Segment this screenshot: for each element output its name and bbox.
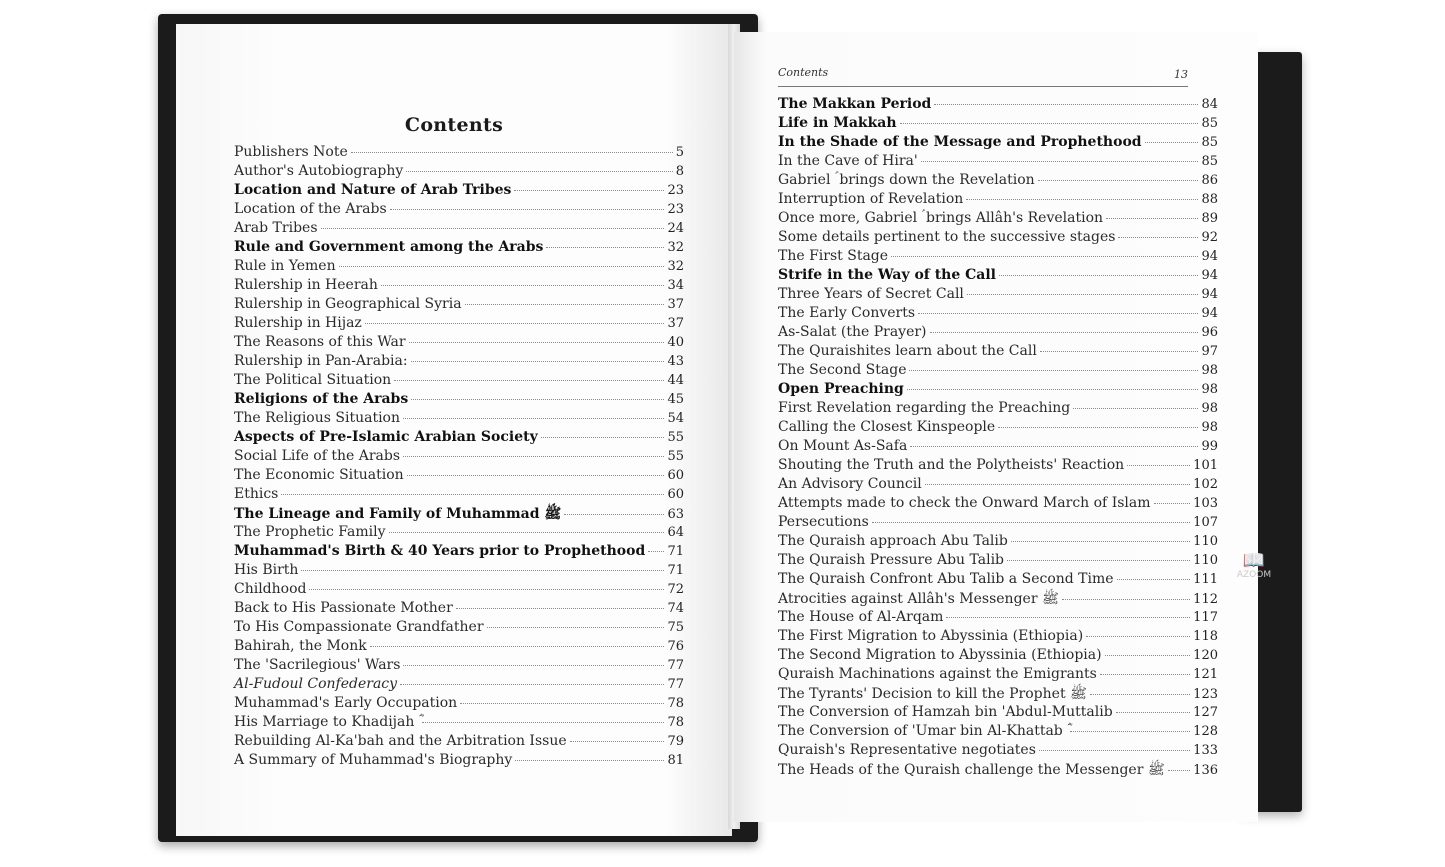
toc-entry <box>234 676 684 695</box>
toc-entry-page: 72 <box>667 582 684 597</box>
toc-entry-title: Interruption of Revelation <box>778 191 964 207</box>
dot-leader <box>339 266 665 267</box>
toc-entry <box>234 239 684 258</box>
toc-entry <box>234 448 684 467</box>
toc-entry <box>234 714 684 733</box>
toc-entry-page: 117 <box>1193 610 1218 625</box>
dot-leader <box>309 589 664 590</box>
toc-entry-title: Quraish Machinations against the Emigrants <box>778 666 1097 682</box>
toc-entry <box>778 742 1218 761</box>
toc-entry-page: 88 <box>1201 192 1218 207</box>
dot-leader <box>400 684 664 685</box>
toc-entry-page: 32 <box>667 259 684 274</box>
dot-leader <box>910 446 1198 447</box>
toc-entry-title: Publishers Note <box>234 144 348 160</box>
toc-entry <box>778 134 1218 153</box>
toc-entry-page: 85 <box>1201 154 1218 169</box>
dot-leader <box>1007 560 1190 561</box>
dot-leader <box>1117 579 1191 580</box>
toc-entry-title: A Summary of Muhammad's Biography <box>234 752 513 768</box>
dot-leader <box>370 646 665 647</box>
toc-entry-page: 64 <box>667 525 684 540</box>
toc-entry-page: 94 <box>1201 306 1218 321</box>
toc-entry-page: 32 <box>667 240 684 255</box>
toc-entry <box>234 372 684 391</box>
toc-entry-page: 92 <box>1201 230 1218 245</box>
toc-entry-title: First Revelation regarding the Preaching <box>778 400 1071 416</box>
toc-entry-title: The Political Situation <box>234 372 392 388</box>
toc-entry <box>778 533 1218 552</box>
toc-entry-page: 45 <box>667 392 684 407</box>
toc-entry <box>778 324 1218 343</box>
toc-entry-page: 85 <box>1201 116 1218 131</box>
dot-leader <box>1070 731 1190 732</box>
toc-entry-page: 111 <box>1193 572 1218 587</box>
dot-leader <box>411 361 665 362</box>
right-page <box>734 32 1258 822</box>
toc-entry <box>234 524 684 543</box>
toc-entry-page: 99 <box>1201 439 1218 454</box>
toc-entry-page: 84 <box>1201 97 1218 112</box>
toc-entry-page: 110 <box>1193 534 1218 549</box>
dot-leader <box>1073 408 1198 409</box>
toc-entry <box>234 144 684 163</box>
dot-leader <box>381 285 665 286</box>
toc-entry-title: Ethics <box>234 486 279 502</box>
toc-entry <box>778 476 1218 495</box>
dot-leader <box>1086 636 1190 637</box>
toc-entry-title: Atrocities against Allâh's Messenger ﷺ <box>778 591 1059 607</box>
toc-entry-title: The Conversion of 'Umar bin Al-Khattab ؓ <box>778 723 1068 739</box>
toc-entry-title: The Second Stage <box>778 362 907 378</box>
dot-leader <box>1154 503 1191 504</box>
toc-entry-page: 103 <box>1193 496 1218 511</box>
toc-entry-page: 63 <box>667 507 684 522</box>
toc-entry-page: 55 <box>667 449 684 464</box>
toc-entry-page: 78 <box>667 696 684 711</box>
toc-entry-title: The First Stage <box>778 248 889 264</box>
toc-list-left <box>234 144 684 771</box>
toc-entry-title: Al-Fudoul Confederacy <box>234 676 398 692</box>
toc-entry <box>234 334 684 353</box>
left-page <box>176 24 732 836</box>
toc-entry-page: 76 <box>667 639 684 654</box>
toc-entry <box>778 248 1218 267</box>
dot-leader <box>1011 541 1190 542</box>
toc-entry-title: As-Salat (the Prayer) <box>778 324 927 340</box>
toc-entry <box>778 305 1218 324</box>
toc-entry-title: Rebuilding Al-Ka'bah and the Arbitration Issue <box>234 733 567 749</box>
dot-leader <box>1039 750 1190 751</box>
dot-leader <box>1040 351 1199 352</box>
dot-leader <box>389 532 665 533</box>
page-number: 13 <box>1174 68 1188 81</box>
toc-entry-page: 71 <box>667 544 684 559</box>
toc-entry <box>778 552 1218 571</box>
toc-entry <box>234 638 684 657</box>
toc-entry <box>234 429 684 448</box>
toc-entry <box>234 695 684 714</box>
toc-entry <box>778 115 1218 134</box>
dot-leader <box>872 522 1190 523</box>
toc-entry-title: The House of Al-Arqam <box>778 609 944 625</box>
toc-entry-title: Open Preaching <box>778 381 904 397</box>
toc-entry-title: Rule and Government among the Arabs <box>234 239 544 255</box>
dot-leader <box>921 161 1199 162</box>
toc-entry-title: Rulership in Geographical Syria <box>234 296 462 312</box>
toc-entry-title: Persecutions <box>778 514 869 530</box>
toc-entry <box>778 419 1218 438</box>
dot-leader <box>1062 599 1190 600</box>
toc-entry-page: 75 <box>667 620 684 635</box>
toc-entry <box>234 258 684 277</box>
toc-entry <box>778 229 1218 248</box>
toc-entry-title: Location of the Arabs <box>234 201 387 217</box>
toc-entry <box>778 571 1218 590</box>
page-title: Contents <box>404 114 504 136</box>
dot-leader <box>999 275 1198 276</box>
toc-entry-page: 77 <box>667 658 684 673</box>
toc-entry <box>778 267 1218 286</box>
toc-entry-title: His Birth <box>234 562 299 578</box>
dot-leader <box>1100 674 1190 675</box>
dot-leader <box>891 256 1198 257</box>
toc-entry-title: In the Cave of Hira' <box>778 153 918 169</box>
toc-entry <box>234 391 684 410</box>
toc-entry-title: Three Years of Secret Call <box>778 286 964 302</box>
toc-entry-page: 128 <box>1193 724 1218 739</box>
dot-leader <box>406 171 672 172</box>
dot-leader <box>967 294 1199 295</box>
toc-entry <box>778 514 1218 533</box>
toc-entry <box>234 505 684 524</box>
toc-entry-title: The Lineage and Family of Muhammad ﷺ <box>234 506 562 522</box>
toc-entry <box>778 191 1218 210</box>
toc-entry-page: 136 <box>1193 763 1218 778</box>
toc-entry-title: The Reasons of this War <box>234 334 406 350</box>
dot-leader <box>411 399 664 400</box>
toc-entry-page: 44 <box>667 373 684 388</box>
toc-entry-page: 133 <box>1193 743 1218 758</box>
toc-entry <box>234 752 684 771</box>
toc-entry-title: The Prophetic Family <box>234 524 386 540</box>
dot-leader <box>407 475 665 476</box>
toc-entry-page: 54 <box>667 411 684 426</box>
toc-entry-page: 40 <box>667 335 684 350</box>
toc-entry <box>778 723 1218 742</box>
toc-entry-title: The Quraish Pressure Abu Talib <box>778 552 1005 568</box>
toc-entry-page: 23 <box>667 183 684 198</box>
toc-entry <box>234 733 684 752</box>
toc-entry <box>778 172 1218 191</box>
dot-leader <box>394 380 664 381</box>
dot-leader <box>930 332 1199 333</box>
toc-entry <box>778 704 1218 723</box>
toc-entry <box>778 761 1218 780</box>
toc-entry-title: The Quraish approach Abu Talib <box>778 533 1008 549</box>
toc-entry <box>778 362 1218 381</box>
dot-leader <box>487 627 665 628</box>
toc-entry-page: 94 <box>1201 249 1218 264</box>
toc-entry-page: 127 <box>1193 705 1218 720</box>
toc-entry-title: The Second Migration to Abyssinia (Ethiopia) <box>778 647 1102 663</box>
running-head <box>778 64 1188 87</box>
toc-entry-page: 107 <box>1193 515 1218 530</box>
toc-entry-title: Quraish's Representative negotiates <box>778 742 1036 758</box>
dot-leader <box>907 389 1199 390</box>
toc-entry-page: 37 <box>667 297 684 312</box>
dot-leader <box>946 617 1190 618</box>
toc-entry <box>234 353 684 372</box>
dot-leader <box>465 304 665 305</box>
dot-leader <box>570 741 665 742</box>
dot-leader <box>900 123 1199 124</box>
toc-entry <box>778 457 1218 476</box>
toc-entry <box>234 163 684 182</box>
running-head-title: Contents <box>778 66 829 79</box>
toc-entry-title: Rulership in Hijaz <box>234 315 362 331</box>
toc-entry-title: Social Life of the Arabs <box>234 448 401 464</box>
toc-entry <box>778 647 1218 666</box>
dot-leader <box>321 228 665 229</box>
toc-entry-title: Rulership in Pan-Arabia: <box>234 353 408 369</box>
toc-entry-title: Attempts made to check the Onward March of Islam <box>778 495 1151 511</box>
toc-entry-title: Aspects of Pre-Islamic Arabian Society <box>234 429 538 445</box>
toc-entry-page: 77 <box>667 677 684 692</box>
toc-entry-page: 5 <box>675 145 684 160</box>
toc-entry-page: 97 <box>1201 344 1218 359</box>
toc-entry <box>234 410 684 429</box>
dot-leader <box>1038 180 1199 181</box>
toc-entry-page: 43 <box>667 354 684 369</box>
toc-entry-title: His Marriage to Khadijah ؓ <box>234 714 419 730</box>
dot-leader <box>403 418 664 419</box>
toc-entry-title: Muhammad's Birth & 40 Years prior to Prophethood <box>234 543 646 559</box>
toc-entry-title: Rulership in Heerah <box>234 277 378 293</box>
watermark-text: AZOOM <box>1236 570 1272 580</box>
toc-entry-title: Once more, Gabriel ؑ brings Allâh's Revelation <box>778 210 1104 226</box>
toc-entry <box>234 657 684 676</box>
toc-entry-page: 79 <box>667 734 684 749</box>
toc-entry-title: The Early Converts <box>778 305 916 321</box>
dot-leader <box>966 199 1198 200</box>
toc-entry-page: 55 <box>667 430 684 445</box>
dot-leader <box>514 190 664 191</box>
dot-leader <box>1168 770 1190 771</box>
toc-entry <box>778 400 1218 419</box>
toc-entry-title: The 'Sacrilegious' Wars <box>234 657 401 673</box>
toc-entry-title: Author's Autobiography <box>234 163 404 179</box>
dot-leader <box>934 104 1198 105</box>
dot-leader <box>403 456 664 457</box>
toc-entry-page: 98 <box>1201 401 1218 416</box>
dot-leader <box>564 514 664 515</box>
toc-entry <box>234 581 684 600</box>
toc-entry <box>778 495 1218 514</box>
toc-entry <box>234 296 684 315</box>
dot-leader <box>998 427 1198 428</box>
toc-entry-title: Location and Nature of Arab Tribes <box>234 182 512 198</box>
toc-entry-title: To His Compassionate Grandfather <box>234 619 484 635</box>
toc-entry-title: Arab Tribes <box>234 220 318 236</box>
toc-entry-page: 121 <box>1193 667 1218 682</box>
dot-leader <box>351 152 673 153</box>
dot-leader <box>281 494 664 495</box>
toc-entry <box>778 210 1218 229</box>
toc-entry-page: 112 <box>1193 592 1218 607</box>
toc-entry-title: Childhood <box>234 581 307 597</box>
dot-leader <box>546 247 664 248</box>
toc-entry-title: In the Shade of the Message and Prophethood <box>778 134 1142 150</box>
book-icon: 📖 <box>1242 550 1266 571</box>
toc-entry-title: Life in Makkah <box>778 115 897 131</box>
toc-entry-page: 96 <box>1201 325 1218 340</box>
toc-entry-title: Bahirah, the Monk <box>234 638 367 654</box>
toc-entry-page: 120 <box>1193 648 1218 663</box>
dot-leader <box>909 370 1198 371</box>
toc-entry-title: An Advisory Council <box>778 476 922 492</box>
dot-leader <box>1145 142 1199 143</box>
toc-entry-page: 89 <box>1201 211 1218 226</box>
toc-entry-page: 23 <box>667 202 684 217</box>
toc-entry <box>778 666 1218 685</box>
dot-leader <box>1127 465 1190 466</box>
toc-entry <box>234 600 684 619</box>
toc-entry-page: 94 <box>1201 268 1218 283</box>
toc-entry-page: 101 <box>1193 458 1218 473</box>
toc-entry <box>778 96 1218 115</box>
dot-leader <box>925 484 1191 485</box>
toc-entry-page: 98 <box>1201 420 1218 435</box>
toc-list-right <box>778 96 1218 780</box>
dot-leader <box>1090 694 1190 695</box>
toc-entry-title: Gabriel ؑ brings down the Revelation <box>778 172 1035 188</box>
toc-entry <box>234 619 684 638</box>
toc-entry <box>778 381 1218 400</box>
dot-leader <box>648 551 664 552</box>
toc-entry-page: 24 <box>667 221 684 236</box>
toc-entry-page: 37 <box>667 316 684 331</box>
toc-entry <box>234 562 684 581</box>
toc-entry-title: Shouting the Truth and the Polytheists' Reaction <box>778 457 1125 473</box>
dot-leader <box>403 665 664 666</box>
toc-entry-title: Back to His Passionate Mother <box>234 600 453 616</box>
toc-entry <box>234 315 684 334</box>
toc-entry-page: 98 <box>1201 363 1218 378</box>
toc-entry <box>778 153 1218 172</box>
toc-entry-title: The Quraishites learn about the Call <box>778 343 1037 359</box>
toc-entry-title: The Economic Situation <box>234 467 404 483</box>
toc-entry-page: 123 <box>1193 687 1218 702</box>
toc-entry <box>234 543 684 562</box>
dot-leader <box>1116 712 1191 713</box>
toc-entry-title: Some details pertinent to the successive stages <box>778 229 1116 245</box>
toc-entry-title: Religions of the Arabs <box>234 391 409 407</box>
toc-entry <box>234 220 684 239</box>
toc-entry-page: 110 <box>1193 553 1218 568</box>
dot-leader <box>918 313 1198 314</box>
toc-entry-page: 8 <box>675 164 684 179</box>
dot-leader <box>541 437 665 438</box>
dot-leader <box>1106 218 1198 219</box>
toc-entry-title: The Tyrants' Decision to kill the Prophet ﷺ <box>778 686 1087 702</box>
watermark <box>1234 552 1274 580</box>
toc-entry <box>778 609 1218 628</box>
toc-entry-page: 81 <box>667 753 684 768</box>
toc-entry-page: 60 <box>667 468 684 483</box>
toc-entry-title: The Conversion of Hamzah bin 'Abdul-Muttalib <box>778 704 1113 720</box>
dot-leader <box>515 760 664 761</box>
toc-entry-page: 85 <box>1201 135 1218 150</box>
toc-entry <box>778 628 1218 647</box>
toc-entry-page: 74 <box>667 601 684 616</box>
toc-entry-page: 118 <box>1193 629 1218 644</box>
dot-leader <box>1105 655 1191 656</box>
dot-leader <box>460 703 664 704</box>
toc-entry-title: The Religious Situation <box>234 410 400 426</box>
toc-entry-page: 78 <box>667 715 684 730</box>
toc-entry-page: 94 <box>1201 287 1218 302</box>
toc-entry-page: 60 <box>667 487 684 502</box>
toc-entry-title: On Mount As-Safa <box>778 438 908 454</box>
toc-entry-title: Rule in Yemen <box>234 258 336 274</box>
toc-entry-page: 34 <box>667 278 684 293</box>
toc-entry-title: Muhammad's Early Occupation <box>234 695 458 711</box>
toc-entry <box>778 685 1218 704</box>
toc-entry <box>778 343 1218 362</box>
toc-entry <box>778 438 1218 457</box>
dot-leader <box>1118 237 1198 238</box>
toc-entry-title: Calling the Closest Kinspeople <box>778 419 996 435</box>
toc-entry-title: The Makkan Period <box>778 96 932 112</box>
toc-entry <box>778 286 1218 305</box>
dot-leader <box>365 323 665 324</box>
toc-entry-title: The Heads of the Quraish challenge the Messenger ﷺ <box>778 762 1165 778</box>
toc-entry <box>778 590 1218 609</box>
toc-entry-title: The First Migration to Abyssinia (Ethiopia) <box>778 628 1084 644</box>
toc-entry <box>234 486 684 505</box>
dot-leader <box>409 342 665 343</box>
dot-leader <box>301 570 664 571</box>
dot-leader <box>390 209 665 210</box>
toc-entry <box>234 201 684 220</box>
toc-entry <box>234 182 684 201</box>
toc-entry-title: Strife in the Way of the Call <box>778 267 996 283</box>
toc-entry-title: The Quraish Confront Abu Talib a Second Time <box>778 571 1114 587</box>
toc-entry <box>234 277 684 296</box>
toc-entry <box>234 467 684 486</box>
dot-leader <box>422 722 665 723</box>
toc-entry-page: 98 <box>1201 382 1218 397</box>
toc-entry-page: 71 <box>667 563 684 578</box>
toc-entry-page: 102 <box>1193 477 1218 492</box>
toc-entry-page: 86 <box>1201 173 1218 188</box>
dot-leader <box>456 608 665 609</box>
